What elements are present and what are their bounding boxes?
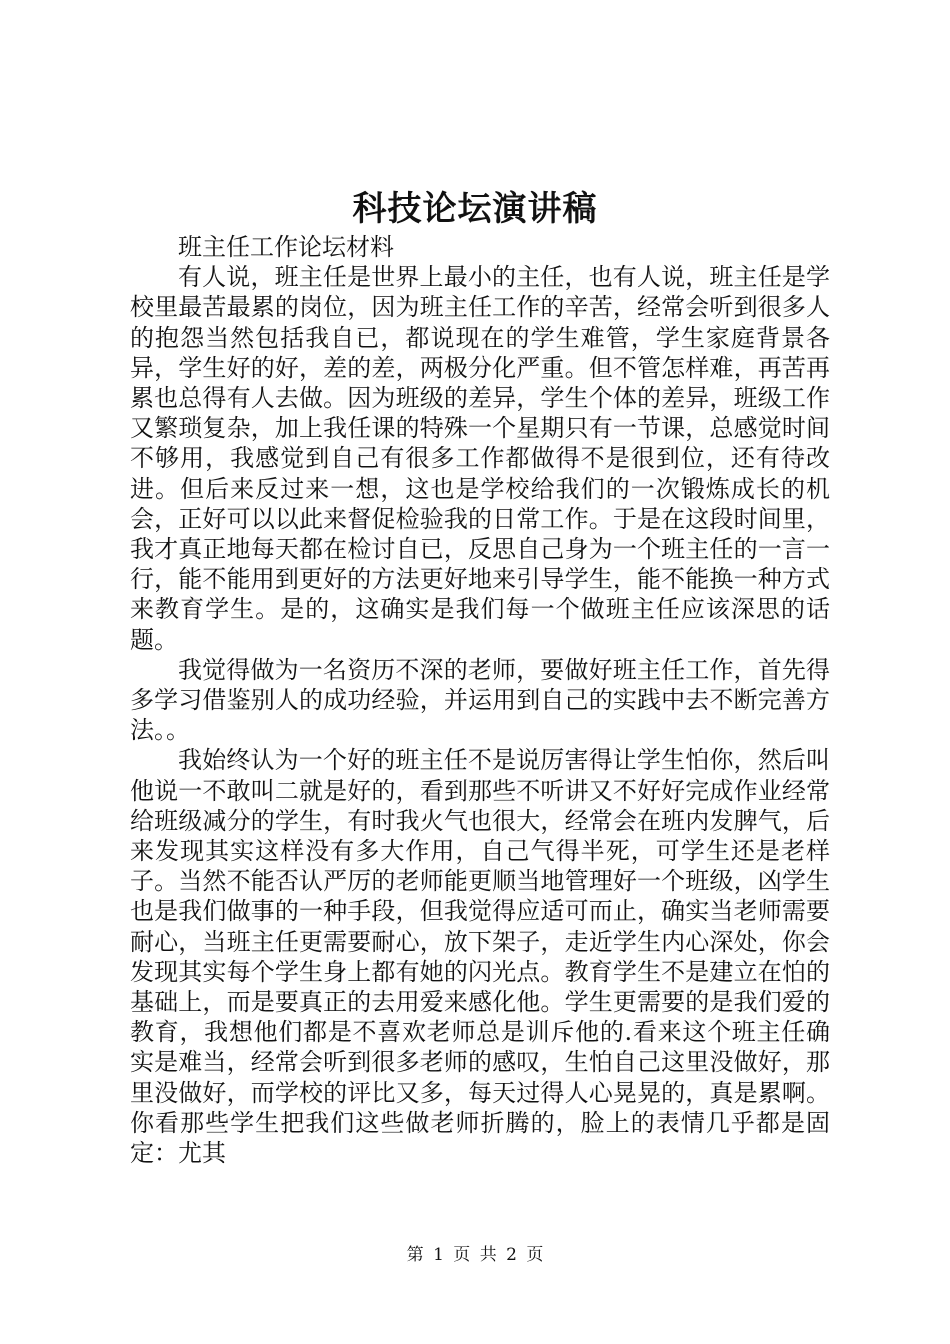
paragraph-3: 我始终认为一个好的班主任不是说厉害得让学生怕你，然后叫他说一不敢叫二就是好的，看到那些不听讲又不好好完成作业经常给班级减分的学生，有时我火气也很大，经常会在班内发脾气，后来发现其实这样没有多大作用，自己气得半死，可学生还是老样子。当然不能否认严厉的老师能更顺当地管理好一个班级，凶学生也是我们做事的一种手段，但我觉得应适可而止，确实当老师需要耐心，当班主任更需要耐心，放下架子，走近学生内心深处，你会发现其实每个学生身上都有她的闪光点。教育学生不是建立在怕的基础上，而是要真正的去用爱来感化他。学生更需要的是我们爱的教育，我想他们都是不喜欢老师总是训斥他的.看来这个班主任确实是难当，经常会听到很多老师的感叹，生怕自己这里没做好，那里没做好，而学校的评比又多，每天过得人心晃晃的，真是累啊。你看那些学生把我们这些做老师折腾的，脸上的表情几乎都是固定：尤其 [130,746,830,1168]
paragraph-2: 我觉得做为一名资历不深的老师，要做好班主任工作，首先得多学习借鉴别人的成功经验，并运用到自己的实践中去不断完善方法。。 [130,655,830,745]
document-body [130,232,830,1168]
document-subtitle: 班主任工作论坛材料 [178,233,394,261]
document-title: 科技论坛演讲稿 [352,189,598,229]
paragraph-1: 有人说，班主任是世界上最小的主任，也有人说，班主任是学校里最苦最累的岗位，因为班主任工作的辛苦，经常会听到很多人的抱怨当然包括我自已，都说现在的学生难管，学生家庭背景各异，学生好的好，差的差，两极分化严重。但不管怎样难，再苦再累也总得有人去做。因为班级的差异，学生个体的差异，班级工作又繁琐复杂，加上我任课的特殊一个星期只有一节课，总感觉时间不够用，我感觉到自己有很多工作都做得不是很到位，还有待改进。但后来反过来一想，这也是学校给我们的一次锻炼成长的机会，正好可以以此来督促检验我的日常工作。于是在这段时间里，我才真正地每天都在检讨自已，反思自己身为一个班主任的一言一行，能不能用到更好的方法更好地来引导学生，能不能换一种方式来教育学生。是的，这确实是我们每一个做班主任应该深思的话题。 [130,263,830,654]
page-number-footer: 第 1 页 共 2 页 [406,1245,544,1265]
